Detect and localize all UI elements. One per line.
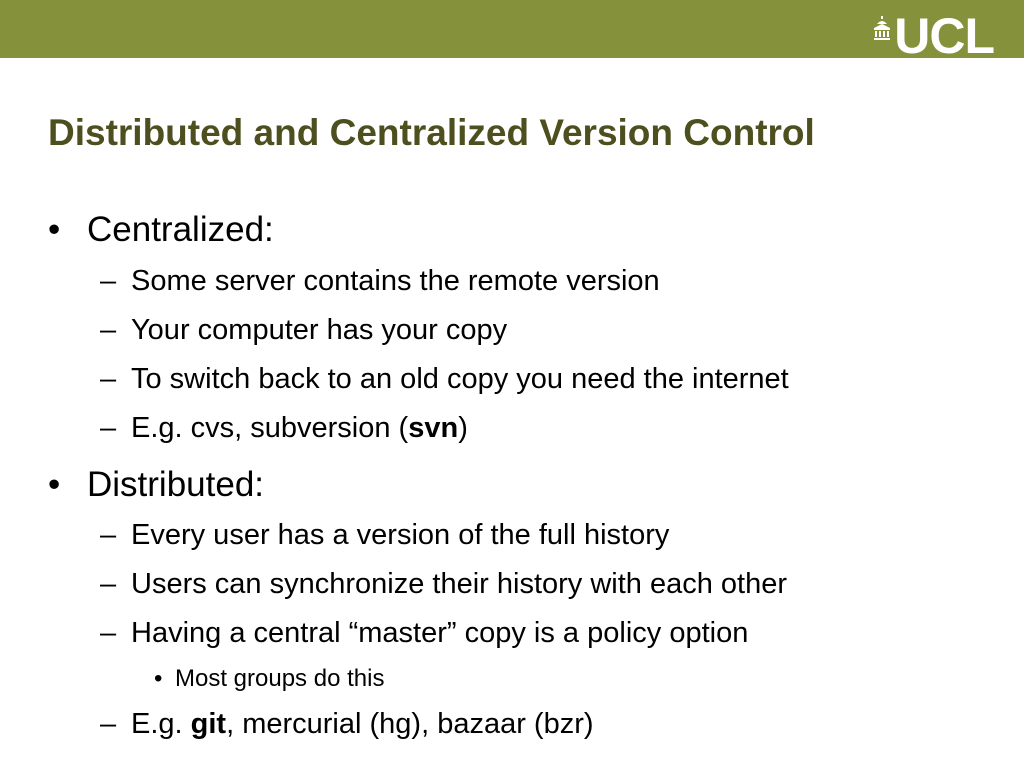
bullet-label: Distributed: — [87, 465, 265, 504]
subitem-switch-back — [100, 362, 789, 396]
dash-marker: – — [100, 265, 117, 297]
example-suffix: , mercurial (hg), bazaar (bzr) — [226, 708, 594, 740]
subsubitem-most-groups — [154, 664, 385, 694]
subitem-synchronize — [100, 567, 788, 601]
slide-title: Distributed and Centralized Version Control — [48, 112, 815, 153]
dash-marker: – — [100, 314, 117, 346]
bullet-marker: • — [48, 210, 61, 249]
example-bold-git: git — [190, 708, 227, 740]
dash-marker: – — [100, 363, 117, 395]
example-prefix: E.g. — [131, 708, 191, 740]
bullet-label: Centralized: — [87, 210, 274, 249]
subitem-centralized-examples — [100, 411, 468, 445]
example-prefix: E.g. cvs, subversion ( — [131, 412, 409, 444]
bullet-centralized — [48, 210, 274, 250]
bullet-distributed — [48, 465, 265, 505]
subitem-text: Your computer has your copy — [131, 314, 508, 346]
dash-marker: – — [100, 568, 117, 600]
subitem-central-master — [100, 616, 749, 650]
subitem-full-history — [100, 518, 670, 552]
subitem-text: Users can synchronize their history with each other — [131, 568, 788, 600]
example-bold-svn: svn — [408, 412, 459, 444]
dash-marker: – — [100, 412, 117, 444]
dash-marker: – — [100, 708, 117, 740]
subitem-server-remote — [100, 264, 660, 298]
bullet-marker: • — [48, 465, 61, 504]
bullet-marker: • — [154, 665, 163, 692]
subitem-text: Having a central “master” copy is a policy option — [131, 617, 749, 649]
subitem-text: Some server contains the remote version — [131, 265, 660, 297]
dash-marker: – — [100, 519, 117, 551]
dash-marker: – — [100, 617, 117, 649]
subsubitem-text: Most groups do this — [175, 665, 385, 692]
subitem-text: To switch back to an old copy you need the internet — [131, 363, 789, 395]
subitem-your-copy — [100, 313, 508, 347]
logo-text: UCL — [894, 8, 994, 64]
example-suffix: ) — [458, 412, 468, 444]
subitem-text: Every user has a version of the full history — [131, 519, 670, 551]
subitem-distributed-examples — [100, 707, 594, 741]
